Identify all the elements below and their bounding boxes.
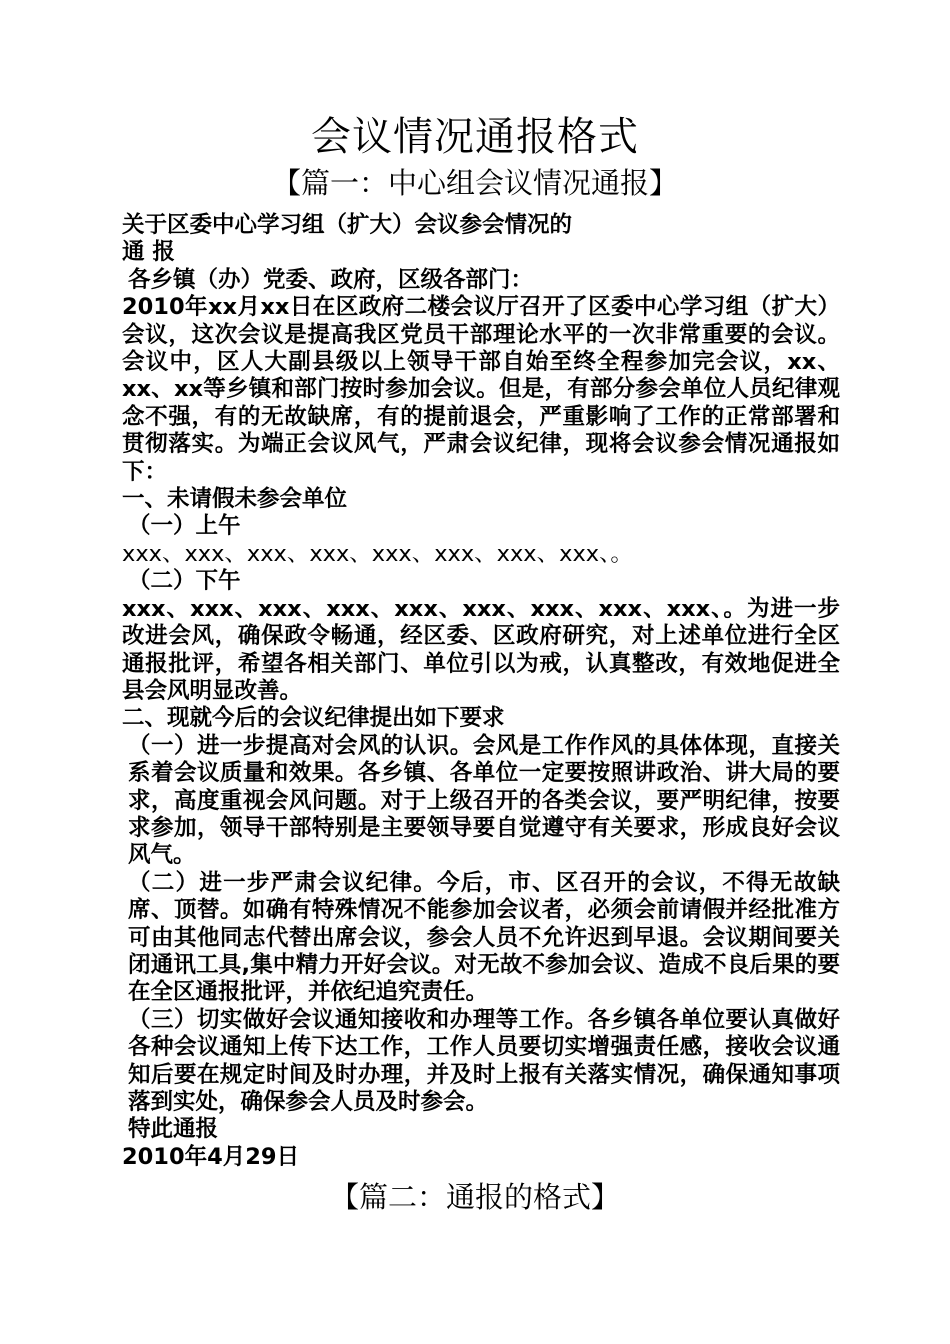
closing-text: 特此通报 <box>128 1116 219 1143</box>
afternoon-paragraph: xxx、xxx、xxx、xxx、xxx、xxx、xxx、xxx、xxx、。为进一步改进会风，确保政令畅通，经区委、区政府研究，对上述单位进行全区通报批评，希望各相关部门、单位引以为戒，认真整改，有效地促进全县会风明显改善。 <box>122 595 840 704</box>
subheading-morning: （一）上午 <box>128 513 241 540</box>
page-title: 会议情况通报格式 <box>311 114 639 160</box>
intro-paragraph: 2010年xx月xx日在区政府二楼会议厅召开了区委中心学习组（扩大）会议，这次会议是提高我区党员干部理论水平的一次非常重要的会议。会议中，区人大副县级以上领导干部自始至终全程参加完会议，xx、xx、xx等乡镇和部门按时参加会议。但是，有部分参会单位人员纪律观念不强，有的无故缺席，有的提前退会，严重影响了工作的正常部署和贯彻落实。为端正会议风气，严肃会议纪律，现将会议参会情况通报如下： <box>122 294 840 485</box>
section-heading-1: 一、未请假未参会单位 <box>122 486 348 513</box>
morning-list: xxx、xxx、xxx、xxx、xxx、xxx、xxx、xxx、。 <box>122 540 633 567</box>
section2-heading: 【篇二：通报的格式】 <box>329 1180 620 1214</box>
notice-title-2: 通 报 <box>122 239 175 266</box>
date-line: 2010年4月29日 <box>122 1143 300 1170</box>
salutation: 各乡镇（办）党委、政府，区级各部门： <box>128 266 534 293</box>
requirement-2: （二）进一步严肃会议纪律。今后，市、区召开的会议，不得无故缺席、顶替。如确有特殊情况不能参加会议者，必须会前请假并经批准方可由其他同志代替出席会议，参会人员不允许迟到早退。会议期间要关闭通讯工具,集中精力开好会议。对无故不参加会议、造成不良后果的要在全区通报批评，并依纪追究责任。 <box>128 869 840 1006</box>
requirement-3: （三）切实做好会议通知接收和办理等工作。各乡镇各单位要认真做好各种会议通知上传下达工作，工作人员要切实增强责任感，接收会议通知后要在规定时间及时办理，并及时上报有关落实情况，确保通知事项落到实处，确保参会人员及时参会。 <box>128 1006 840 1115</box>
section-heading-2: 二、现就今后的会议纪律提出如下要求 <box>122 705 505 732</box>
requirement-1: （一）进一步提高对会风的认识。会风是工作作风的具体体现，直接关系着会议质量和效果。各乡镇、各单位一定要按照讲政治、讲大局的要求，高度重视会风问题。对于上级召开的各类会议，要严明纪律，按要求参加，领导干部特别是主要领导要自觉遵守有关要求，形成良好会议风气。 <box>128 732 840 869</box>
document-body <box>116 212 840 1171</box>
subheading-afternoon: （二）下午 <box>128 568 241 595</box>
section1-heading: 【篇一：中心组会议情况通报】 <box>271 166 678 200</box>
notice-title: 关于区委中心学习组（扩大）会议参会情况的 <box>122 212 573 238</box>
